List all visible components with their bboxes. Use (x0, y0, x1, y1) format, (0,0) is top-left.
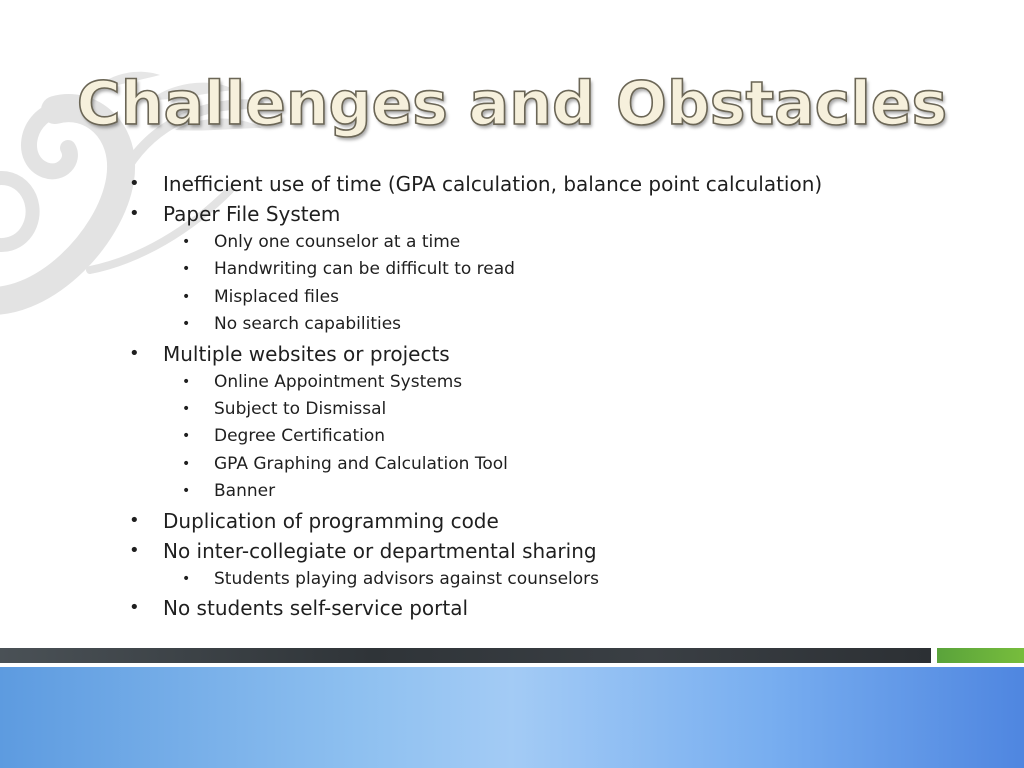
bullet-item (126, 199, 986, 339)
bullet-item (126, 169, 986, 199)
sub-bullet-item (163, 451, 986, 478)
sub-bullet-text: No search capabilities (214, 314, 402, 335)
sub-bullet-text: Students playing advisors against counselors (214, 568, 599, 589)
footer-band-blue (0, 667, 1024, 768)
footer-band-green (937, 648, 1024, 663)
bullet-item (126, 593, 986, 623)
sub-bullet-item (163, 566, 986, 593)
sub-bullet-text: Online Appointment Systems (214, 371, 463, 392)
footer-band-dark (0, 648, 931, 663)
bullet-text: Duplication of programming code (163, 508, 499, 533)
sub-bullet-text: Banner (214, 481, 276, 502)
bullet-item (126, 536, 986, 593)
sub-bullet-item (163, 284, 986, 311)
sub-bullet-item (163, 423, 986, 450)
sub-bullet-item (163, 311, 986, 338)
sub-bullet-item (163, 229, 986, 256)
slide-title: Challenges and Obstacles (76, 69, 948, 139)
sub-bullet-text: GPA Graphing and Calculation Tool (214, 453, 508, 474)
bullet-text: No students self-service portal (163, 596, 469, 621)
sub-bullet-item (163, 369, 986, 396)
bullet-text: Inefficient use of time (GPA calculation, balance point calculation) (163, 172, 823, 196)
sub-bullet-item (163, 256, 986, 283)
bullet-text: No inter-collegiate or departmental sharing (163, 538, 597, 563)
bullet-item (126, 506, 986, 536)
sub-bullet-item (163, 396, 986, 423)
sub-bullet-item (163, 478, 986, 505)
bullet-text: Paper File System (163, 202, 341, 226)
sub-bullet-text: Subject to Dismissal (214, 399, 387, 420)
bullet-item (126, 339, 986, 506)
sub-bullet-text: Degree Certification (214, 426, 386, 447)
sub-bullet-text: Handwriting can be difficult to read (214, 259, 515, 280)
sub-bullet-text: Misplaced files (214, 286, 339, 307)
sub-bullet-text: Only one counselor at a time (214, 232, 461, 252)
bullet-list (126, 169, 986, 623)
bullet-text: Multiple websites or projects (163, 341, 450, 366)
